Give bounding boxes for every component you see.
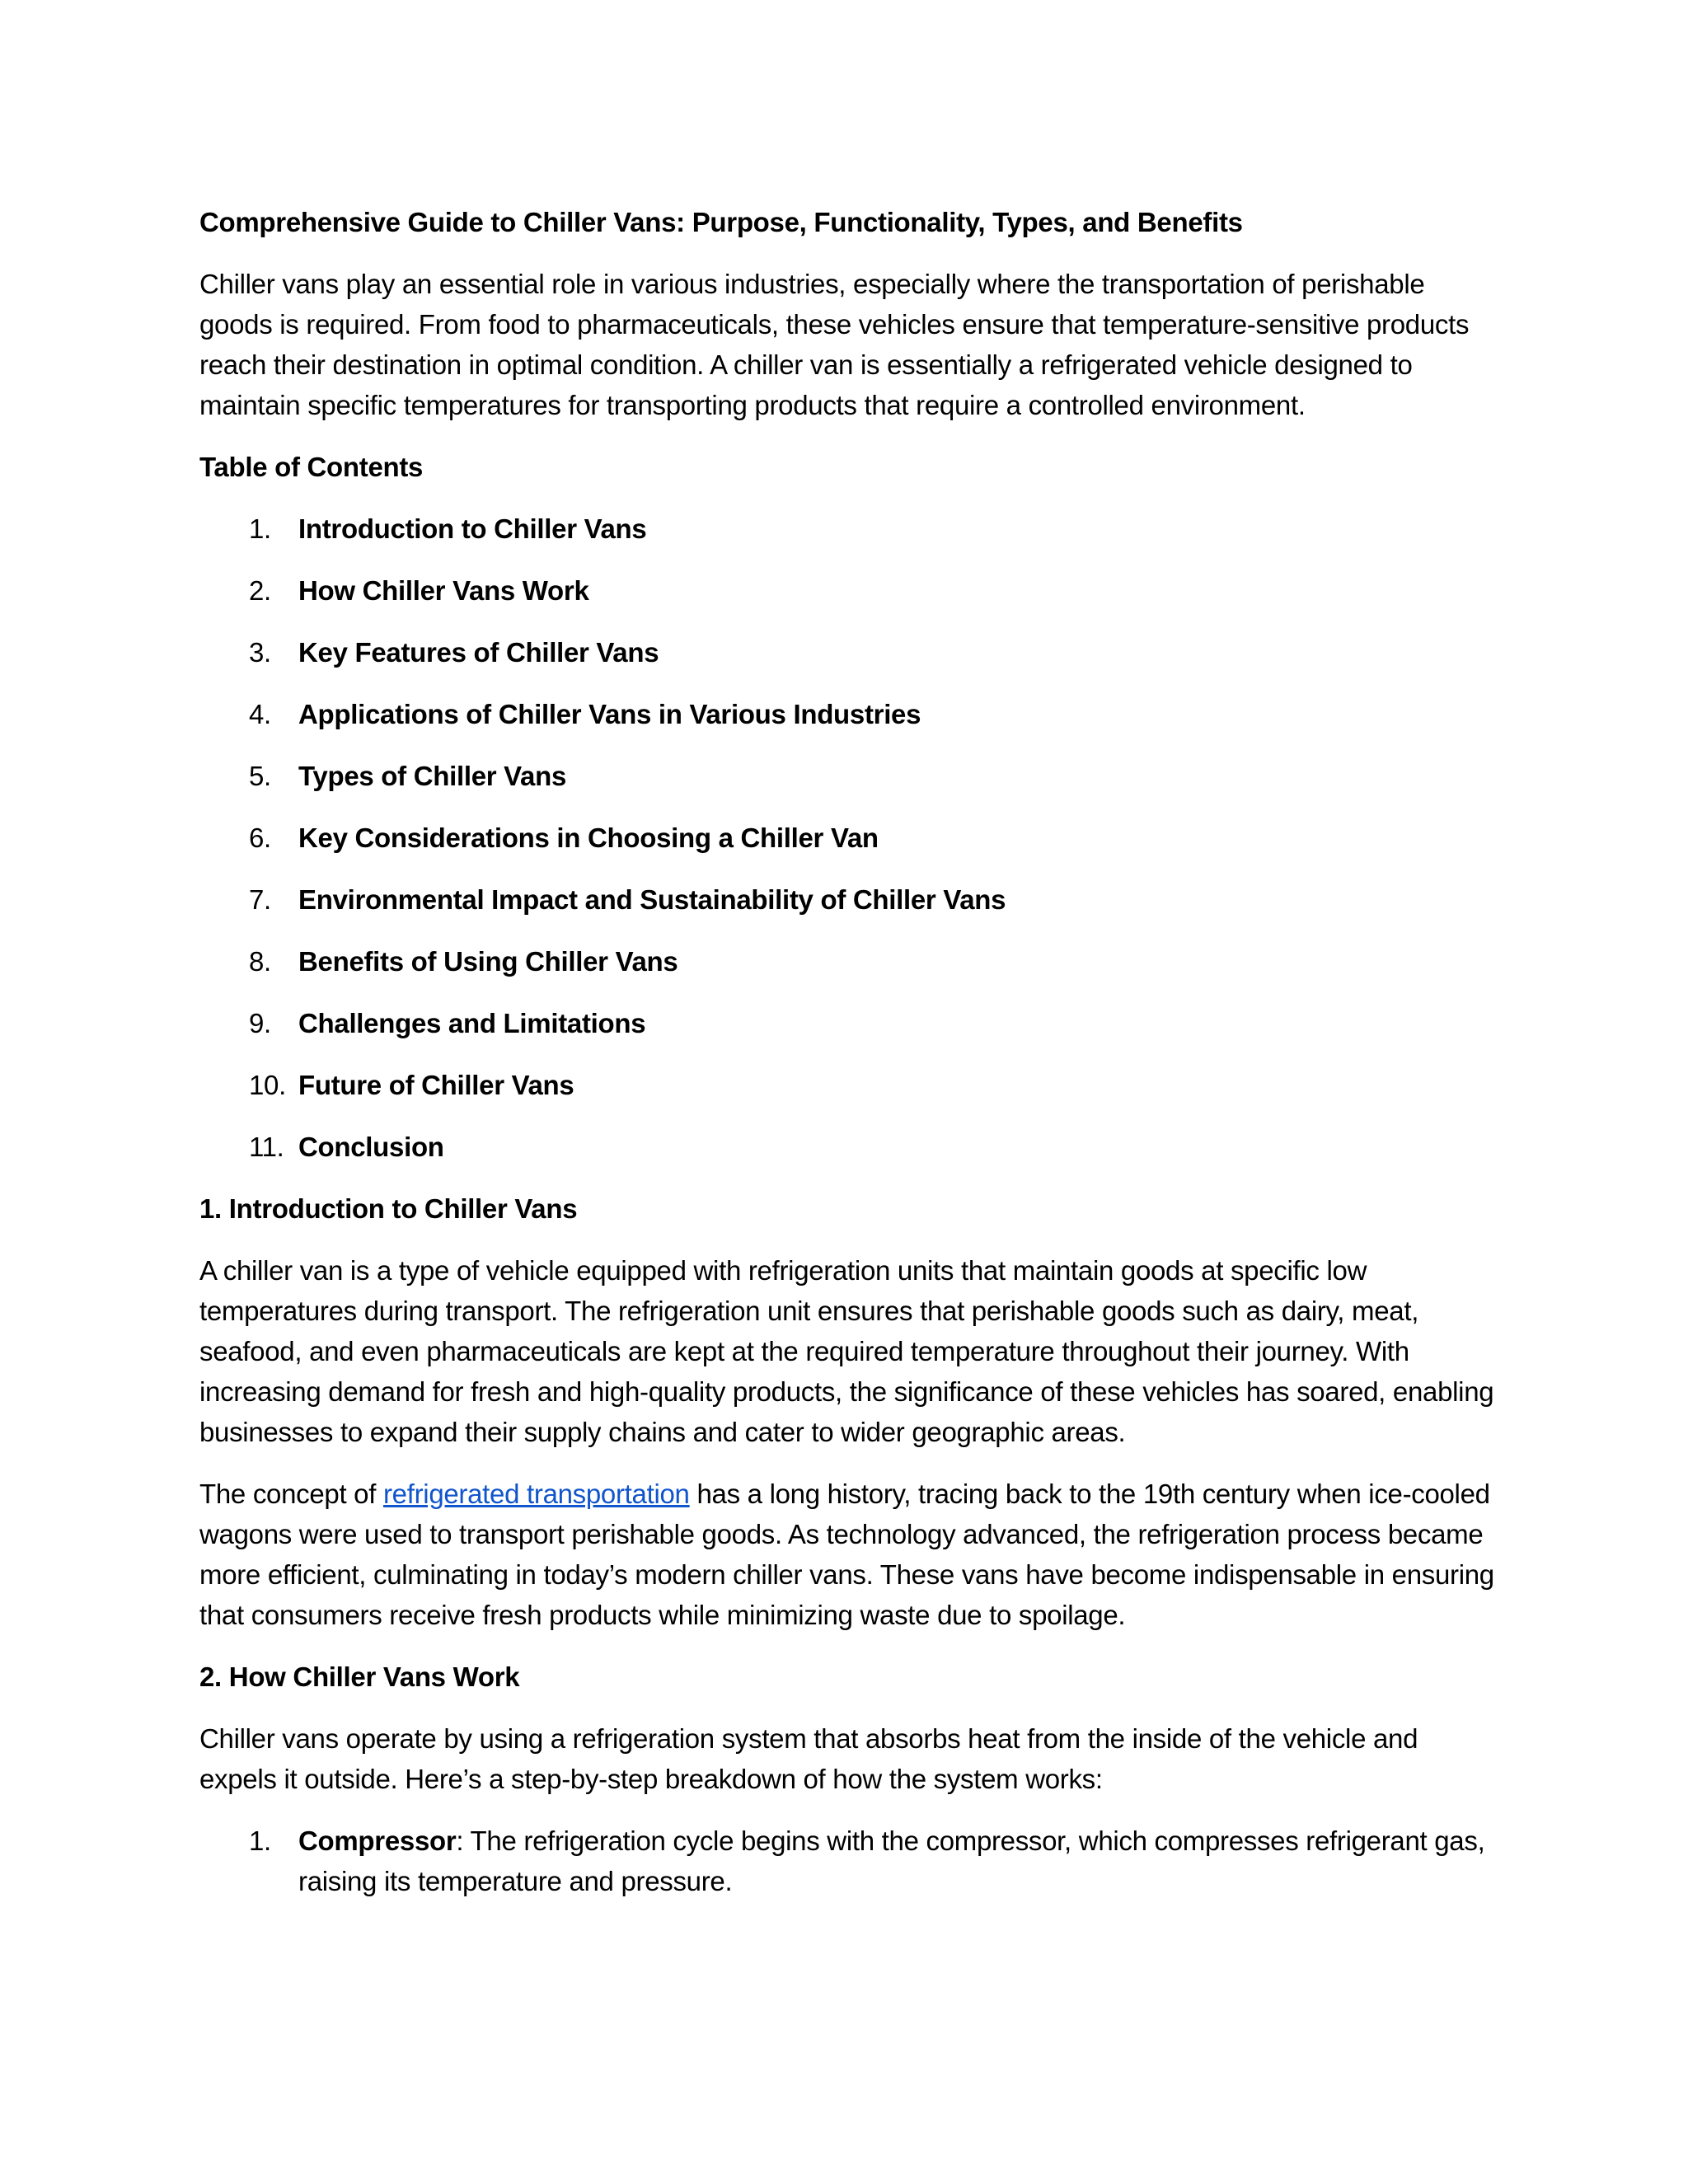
document-page: [199, 202, 1502, 1923]
toc-item: [199, 941, 1502, 982]
toc-item: [199, 818, 1502, 858]
toc-label: Key Features of Chiller Vans: [298, 637, 659, 668]
step-text: : The refrigeration cycle begins with the compressor, which compresses refrigerant gas, raising its temperature and pressure.: [298, 1825, 1485, 1896]
toc-item: [199, 879, 1502, 920]
section-heading-how-it-works: 2. How Chiller Vans Work: [199, 1661, 520, 1692]
toc-label: Benefits of Using Chiller Vans: [298, 946, 678, 977]
section-heading-introduction: 1. Introduction to Chiller Vans: [199, 1193, 578, 1224]
toc-label: Applications of Chiller Vans in Various Industries: [298, 699, 921, 729]
toc-item: [199, 632, 1502, 673]
step-item: [199, 1821, 1502, 1901]
toc-item: [199, 1065, 1502, 1105]
document-title: Comprehensive Guide to Chiller Vans: Purpose, Functionality, Types, and Benefits: [199, 207, 1243, 237]
toc-number: 7.: [249, 884, 271, 915]
toc-label: Conclusion: [298, 1132, 444, 1162]
introduction-paragraph-2: [199, 1474, 1502, 1635]
step-number: 1.: [249, 1825, 271, 1856]
toc-label: Key Considerations in Choosing a Chiller Van: [298, 823, 879, 853]
toc-number: 9.: [249, 1008, 271, 1038]
toc-number: 3.: [249, 637, 271, 668]
toc-item: [199, 1003, 1502, 1043]
toc-item: [199, 509, 1502, 549]
refrigerated-transportation-link[interactable]: refrigerated transportation: [382, 1479, 690, 1509]
introduction-paragraph-1: A chiller van is a type of vehicle equipped with refrigeration units that maintain goods at specific low temperatures during transport. The refrigeration unit ensures that perishable goods such as dairy, meat, seafood, and even pharmaceuticals are kept at the required temperature throughout their journey. With increasing demand for fresh and high-quality products, the significance of these vehicles has soared, enabling businesses to expand their supply chains and cater to wider geographic areas.: [199, 1255, 1494, 1447]
toc-item: [199, 1127, 1502, 1167]
toc-item: [199, 694, 1502, 734]
toc-label: Future of Chiller Vans: [298, 1070, 574, 1100]
toc-number: 4.: [249, 699, 271, 729]
paragraph-text: has a long history, tracing back to the 19th century when ice-cooled wagons were used to transport perishable goods. As technology advanced, the refrigeration process became more efficient, culminating in today’s modern chiller vans. These vans have become indispensable in ensuring that consumers receive fresh products while minimizing waste due to spoilage.: [199, 1479, 1494, 1630]
toc-number: 2.: [249, 575, 271, 606]
toc-item: [199, 570, 1502, 611]
intro-paragraph: Chiller vans play an essential role in various industries, especially where the transportation of perishable goods is required. From food to pharmaceuticals, these vehicles ensure that temperature-sensitive products reach their destination in optimal condition. A chiller van is essentially a refrigerated vehicle designed to maintain specific temperatures for transporting products that require a controlled environment.: [199, 269, 1470, 420]
steps-list: [199, 1821, 1502, 1901]
paragraph-text: The concept of: [199, 1479, 383, 1509]
toc-number: 10.: [249, 1070, 286, 1100]
step-term: Compressor: [298, 1825, 457, 1856]
toc-number: 6.: [249, 823, 271, 853]
table-of-contents: [199, 509, 1502, 1167]
toc-label: Environmental Impact and Sustainability of Chiller Vans: [298, 884, 1006, 915]
toc-number: 1.: [249, 513, 271, 544]
how-it-works-paragraph: Chiller vans operate by using a refrigeration system that absorbs heat from the inside of the vehicle and expels it outside. Here’s a step-by-step breakdown of how the system works:: [199, 1723, 1418, 1794]
toc-number: 8.: [249, 946, 271, 977]
toc-number: 5.: [249, 761, 271, 791]
toc-label: Introduction to Chiller Vans: [298, 513, 647, 544]
toc-label: How Chiller Vans Work: [298, 575, 589, 606]
toc-heading: Table of Contents: [199, 452, 424, 482]
toc-label: Challenges and Limitations: [298, 1008, 646, 1038]
toc-label: Types of Chiller Vans: [298, 761, 567, 791]
toc-item: [199, 756, 1502, 796]
toc-number: 11.: [249, 1132, 284, 1162]
